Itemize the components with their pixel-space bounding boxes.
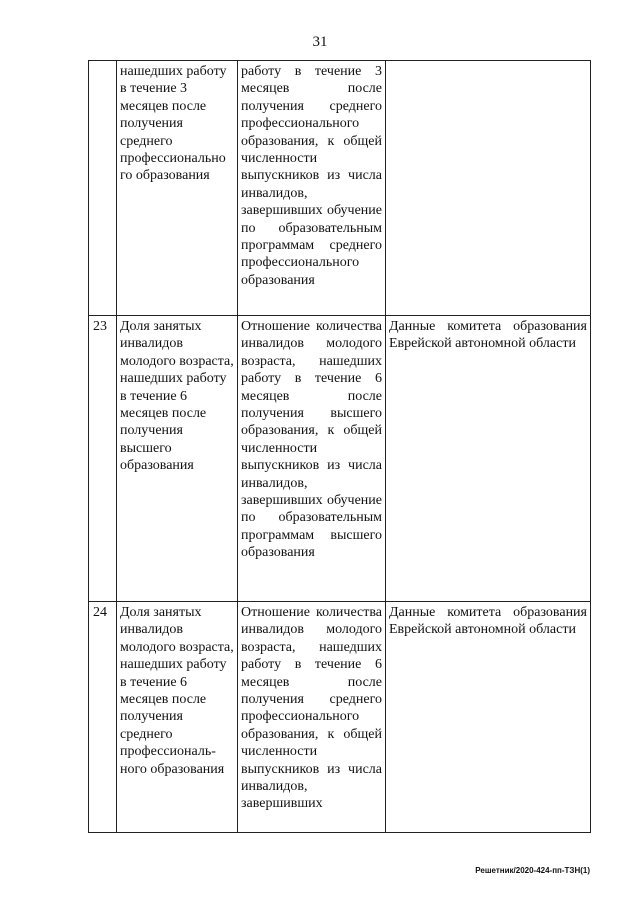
indicator-name: нашедших работу в течение 3 месяцев после получения среднего профессионально го образования	[117, 61, 238, 316]
document-code: Решетник/2020-424-пп-ТЗН(1)	[475, 866, 590, 875]
data-source	[386, 61, 591, 316]
indicators-table	[88, 60, 591, 833]
indicator-name: Доля занятых инвалидов молодого возраста, нашедших работу в течение 6 месяцев после получения высшего образования	[117, 316, 238, 602]
data-source: Данные комитета образования Еврейской автономной области	[386, 316, 591, 602]
data-source: Данные комитета образования Еврейской автономной области	[386, 602, 591, 833]
calculation-method: Отношение количества инвалидов молодого возраста, нашедших работу в течение 6 месяцев после получения среднего профессионального образования, к общей численности выпускников из числа инвалидов, завершивших	[238, 602, 386, 833]
table-row	[89, 602, 591, 833]
row-number	[89, 61, 117, 316]
calculation-method: работу в течение 3 месяцев после получения среднего профессионального образования, к общей численности выпускников из числа инвалидов, завершивших обучение по образовательным программам среднего профессионального образования	[238, 61, 386, 316]
table-row	[89, 61, 591, 316]
page-number: 31	[312, 34, 328, 50]
row-number: 23	[89, 316, 117, 602]
row-number: 24	[89, 602, 117, 833]
table-row	[89, 316, 591, 602]
calculation-method: Отношение количества инвалидов молодого возраста, нашедших работу в течение 6 месяцев после получения высшего образования, к общей численности выпускников из числа инвалидов, завершивших обучение по образовательным программам высшего образования	[238, 316, 386, 602]
indicator-name: Доля занятых инвалидов молодого возраста, нашедших работу в течение 6 месяцев после получения среднего профессиональ-ного образования	[117, 602, 238, 833]
